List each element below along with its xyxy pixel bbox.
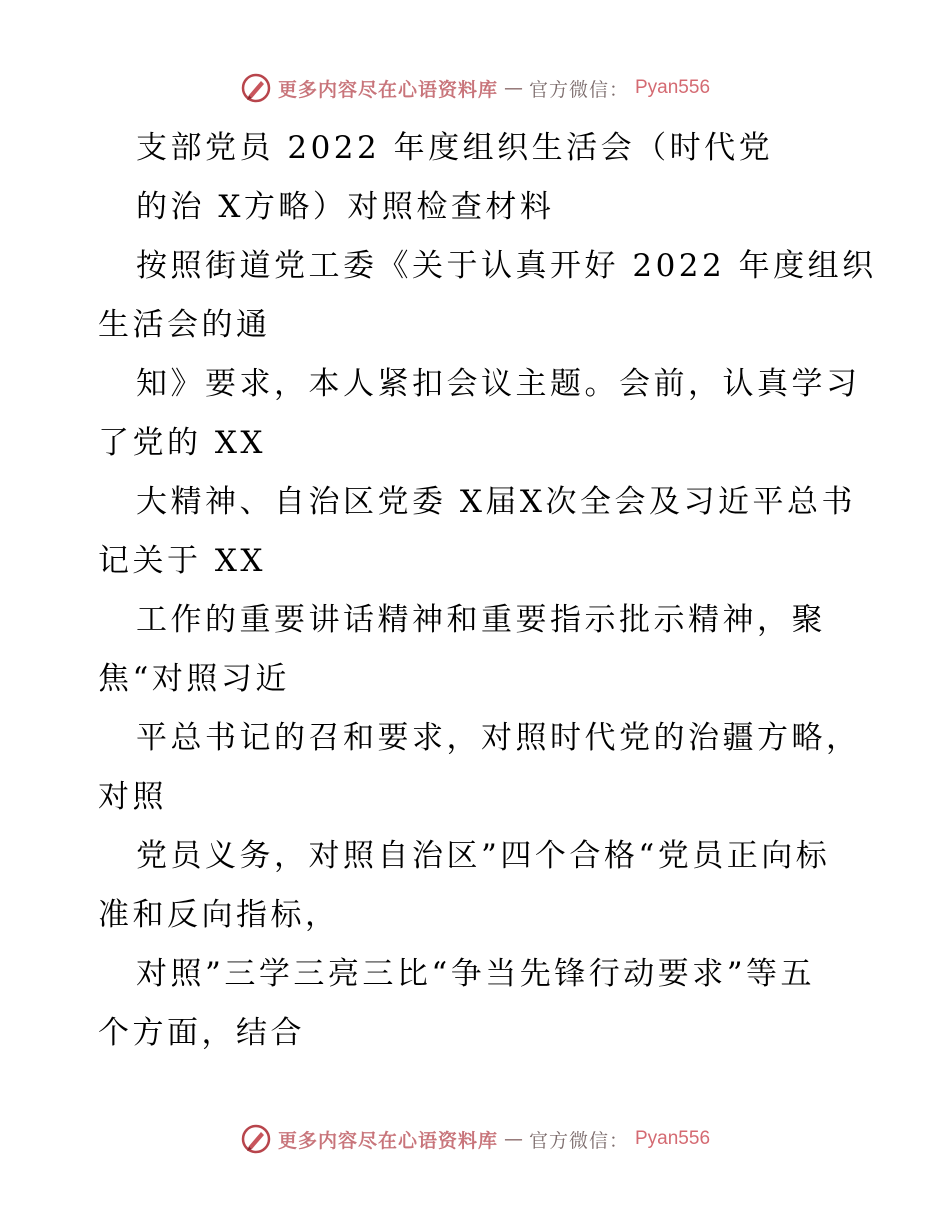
- body-line: 大精神、自治区党委 X届X次全会及习近平总书: [136, 484, 856, 520]
- body-line: 按照街道党工委《关于认真开好 2022 年度组织: [136, 248, 877, 284]
- body-line: 平总书记的召和要求，对照时代党的治疆方略，: [136, 720, 861, 756]
- body-line: 工作的重要讲话精神和重要指示批示精神，聚: [136, 602, 826, 638]
- banner-wechat-handle: Pyan556: [635, 77, 711, 98]
- title-line-2: 的治 X方略）对照检查材料: [136, 189, 555, 225]
- banner-wechat-label: 官方微信：: [528, 1129, 629, 1152]
- header-banner: [0, 70, 950, 106]
- body-line: 焦“对照习近: [98, 661, 290, 697]
- footer-banner: [0, 1121, 950, 1157]
- body-line: 党员义务，对照自治区”四个合格“党员正向标: [136, 838, 831, 874]
- body-line: 了党的 XX: [98, 425, 266, 461]
- body-line: 对照: [98, 779, 167, 815]
- banner-main-text: 更多内容尽在心语资料库: [277, 78, 498, 101]
- banner-wechat-handle: Pyan556: [635, 1128, 711, 1149]
- body-line: 记关于 XX: [98, 543, 266, 579]
- body-line: 准和反向指标，: [98, 897, 340, 933]
- pen-circle-logo-icon: [240, 1123, 272, 1155]
- pen-circle-logo-icon: [240, 72, 272, 104]
- body-line: 对照”三学三亮三比“争当先锋行动要求”等五: [136, 956, 816, 992]
- title-line-1: 支部党员 2022 年度组织生活会（时代党: [136, 130, 774, 166]
- body-line: 知》要求，本人紧扣会议主题。会前，认真学习: [136, 366, 861, 402]
- banner-main-text: 更多内容尽在心语资料库: [277, 1129, 498, 1152]
- body-line: 个方面，结合: [98, 1015, 305, 1051]
- banner-dash: —: [503, 1128, 523, 1150]
- body-line: 生活会的通: [98, 307, 271, 343]
- banner-dash: —: [503, 77, 523, 99]
- banner-wechat-label: 官方微信：: [528, 78, 629, 101]
